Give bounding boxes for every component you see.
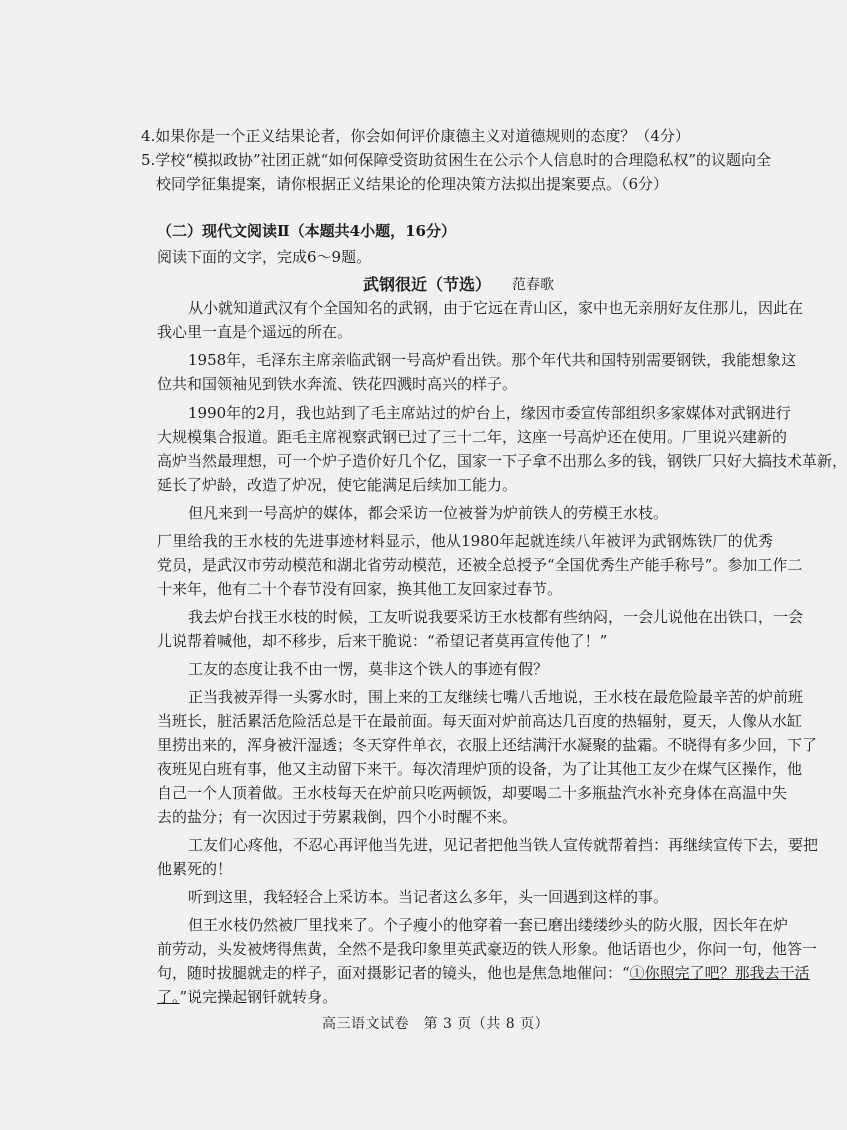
underlined-sentence-1-end: 了。 <box>157 988 180 1006</box>
article-line: 十来年，他有二十个春节没有回家，换其他工友回家过春节。 <box>157 580 563 598</box>
article-line: 儿说帮着喊他，却不移步，后来干脆说：“希望记者莫再宣传他了！” <box>157 632 608 650</box>
article-line: 听到这里，我轻轻合上采访本。当记者这么多年，头一回遇到这样的事。 <box>188 888 669 906</box>
question-4: 4.如果你是一个正义结果论者，你会如何评价康德主义对道德规则的态度？（4分） <box>141 127 690 145</box>
underlined-sentence-1: ①你照完了吧？那我去干活 <box>629 964 810 982</box>
article-line: 但王水枝仍然被厂里找来了。个子瘦小的他穿着一套已磨出缕缕纱头的防火服，因长年在炉 <box>188 916 789 934</box>
article-line: 从小就知道武汉有个全国知名的武钢，由于它远在青山区，家中也无亲朋好友住那儿，因此在 <box>188 299 804 317</box>
question-5-line-1: 5.学校“模拟政协”社团正就“如何保障受资助贫困生在公示个人信息时的合理隐私权”的议题向全 <box>141 151 771 169</box>
article-line: 延长了炉龄，改造了炉况，使它能满足后续加工能力。 <box>157 476 518 494</box>
section-heading: （二）现代文阅读Ⅱ（本题共4小题，16分） <box>157 222 456 240</box>
article-line: 党员，是武汉市劳动模范和湖北省劳动模范，还被全总授予“全国优秀生产能手称号”。参加工作二 <box>157 556 803 574</box>
page-footer: 高三语文试卷 第 3 页（共 8 页） <box>322 1016 550 1032</box>
article-line: 他累死的！ <box>157 860 233 878</box>
article-line: 我去炉台找王水枝的时候，工友听说我要采访王水枝都有些纳闷，一会儿说他在出铁口，一会 <box>188 608 804 626</box>
article-title: 武钢很近（节选） <box>363 275 492 294</box>
article-line: 1958年，毛泽东主席亲临武钢一号高炉看出铁。那个年代共和国特别需要钢铁，我能想象这 <box>188 351 797 369</box>
article-line: 去的盐分；有一次因过于劳累栽倒，四个小时醒不来。 <box>157 808 518 826</box>
question-5-line-2: 校同学征集提案，请你根据正义结果论的伦理决策方法拟出提案要点。（6分） <box>156 175 669 193</box>
article-line: 但凡来到一号高炉的媒体，都会采访一位被誉为炉前铁人的劳模王水枝。 <box>188 504 669 522</box>
article-line: 高炉当然最理想，可一个炉子造价好几个亿，国家一下子拿不出那么多的钱，钢铁厂只好大搞技术革新， <box>157 452 847 470</box>
article-line: 当班长，脏活累活危险活总是干在最前面。每天面对炉前高达几百度的热辐射，夏天，人像从水缸 <box>157 712 803 730</box>
article-line: 位共和国领袖见到铁水奔流、铁花四溅时高兴的样子。 <box>157 375 518 393</box>
article-line <box>157 962 810 984</box>
article-line: 正当我被弄得一头雾水时，围上来的工友继续七嘴八舌地说，王水枝在最危险最辛苦的炉前班 <box>188 688 804 706</box>
article-author: 范春歌 <box>512 277 554 293</box>
article-line: 工友们心疼他，不忍心再评他当先进，见记者把他当铁人宣传就帮着挡：再继续宣传下去，要把 <box>188 836 819 854</box>
article-line: 自己一个人顶着做。王水枝每天在炉前只吃两顿饭，却要喝二十多瓶盐汽水补充身体在高温中失 <box>157 784 788 802</box>
line-text: 句，随时拔腿就走的样子，面对摄影记者的镜头，他也是焦急地催问：“ <box>157 964 630 982</box>
article-line: 前劳动，头发被烤得焦黄，全然不是我印象里英武豪迈的铁人形象。他话语也少，你问一句，他答一 <box>157 940 818 958</box>
article-line: 工友的态度让我不由一愣，莫非这个铁人的事迹有假？ <box>188 660 549 678</box>
section-instruction: 阅读下面的文字，完成6～9题。 <box>157 248 372 266</box>
article-line: 我心里一直是个遥远的所在。 <box>157 323 353 341</box>
article-line: 厂里给我的王水枝的先进事迹材料显示，他从1980年起就连续八年被评为武钢炼铁厂的优秀 <box>157 532 773 550</box>
article-line <box>157 986 773 1008</box>
article-line: 里捞出来的，浑身被汗湿透；冬天穿件单衣，衣服上还结满汗水凝聚的盐霜。不晓得有多少回，下了 <box>157 736 818 754</box>
article-line: 大规模集合报道。距毛主席视察武钢已过了三十二年，这座一号高炉还在使用。厂里说兴建新的 <box>157 428 788 446</box>
line-text: ”说完操起钢钎就转身。 <box>179 988 338 1006</box>
article-line: 夜班见白班有事，他又主动留下来干。每次清理炉顶的设备，为了让其他工友少在煤气区操作，他 <box>157 760 803 778</box>
article-line: 1990年的2月，我也站到了毛主席站过的炉台上，缘因市委宣传部组织多家媒体对武钢进行 <box>188 404 791 422</box>
